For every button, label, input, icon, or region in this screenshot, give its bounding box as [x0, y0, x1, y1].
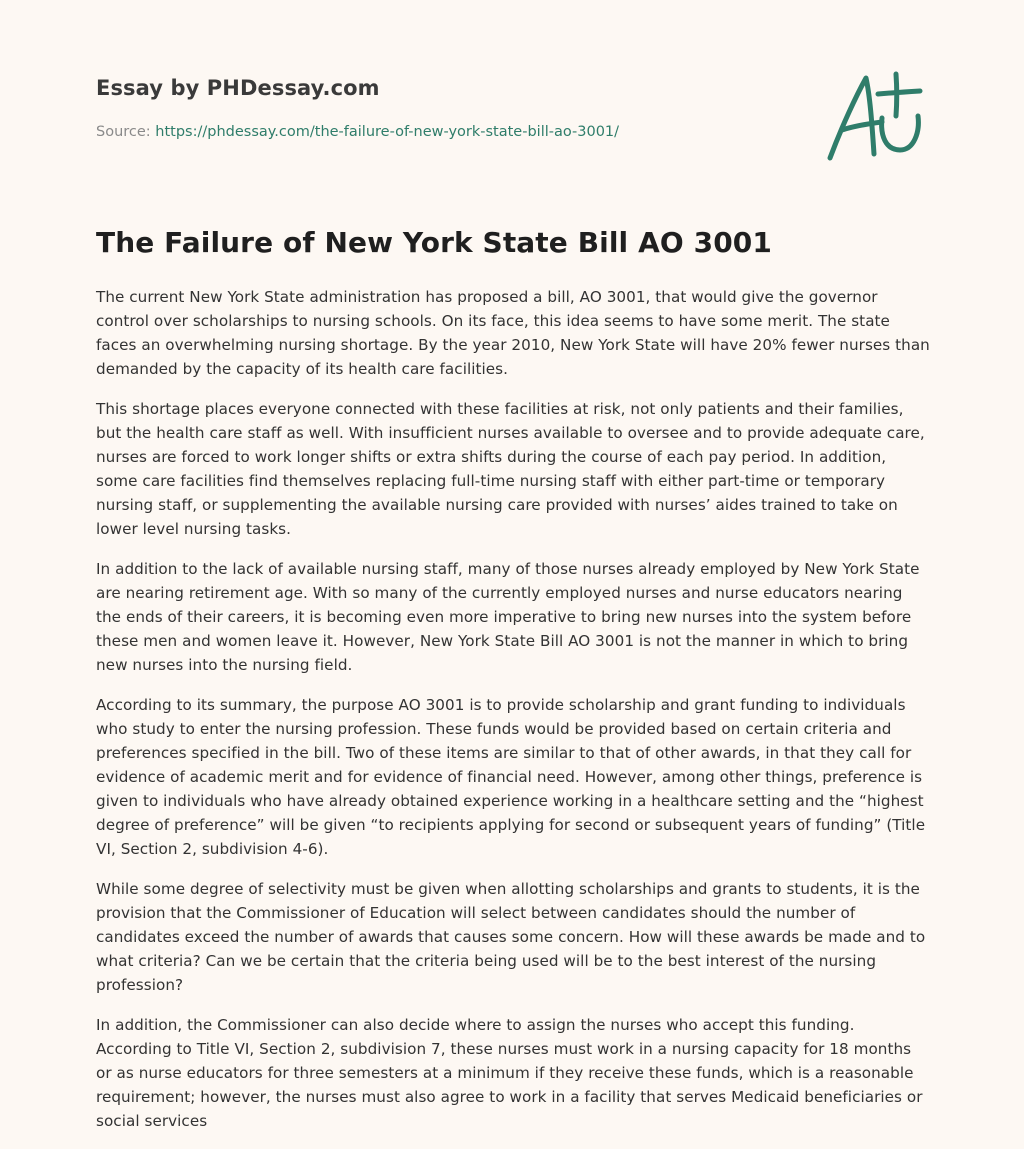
essay-body	[96, 285, 930, 1149]
paragraph: According to its summary, the purpose AO 3001 is to provide scholarship and grant funding to individuals who study to enter the nursing profession. These funds would be provided based on certain criteria and preferences specified in the bill. Two of these items are similar to that of other awards, in that they call for evidence of academic merit and for evidence of financial need. However, among other things, preference is given to individuals who have already obtained experience working in a healthcare setting and the “highest degree of preference” will be given “to recipients applying for second or subsequent years of funding” (Title VI, Section 2, subdivision 4-6).	[96, 696, 926, 858]
paragraph: The current New York State administration has proposed a bill, AO 3001, that would give the governor control over scholarships to nursing schools. On its face, this idea seems to have some merit. The state faces an overwhelming nursing shortage. By the year 2010, New York State will have 20% fewer nurses than demanded by the capacity of its health care facilities.	[96, 288, 930, 378]
paragraph: In addition to the lack of available nursing staff, many of those nurses already employed by New York State are nearing retirement age. With so many of the currently employed nurses and nurse educators nearing the ends of their careers, it is becoming even more imperative to bring new nurses into the system before these men and women leave it. However, New York State Bill AO 3001 is not the manner in which to bring new nurses into the nursing field.	[96, 560, 920, 674]
paragraph: While some degree of selectivity must be given when allotting scholarships and grants to students, it is the provision that the Commissioner of Education will select between candidates should the number of candidates exceed the number of awards that causes some concern. How will these awards be made and to what criteria? Can we be certain that the criteria being used will be to the best interest of the nursing profession?	[96, 880, 926, 994]
paragraph: In addition, the Commissioner can also decide where to assign the nurses who accept this funding. According to Title VI, Section 2, subdivision 7, these nurses must work in a nursing capacity for 18 months or as nurse educators for three semesters at a minimum if they receive these funds, which is a reasonable requirement; however, the nurses must also agree to work in a facility that serves Medicaid beneficiaries or social services	[96, 1016, 923, 1130]
a-plus-logo-icon	[820, 66, 930, 166]
source-line	[96, 124, 619, 140]
source-link[interactable]: https://phdessay.com/the-failure-of-new-york-state-bill-ao-3001/	[155, 124, 620, 140]
source-label: Source:	[96, 124, 156, 140]
essay-title: The Failure of New York State Bill AO 3001	[96, 226, 772, 259]
site-brand: Essay by PHDessay.com	[96, 76, 380, 100]
paragraph: This shortage places everyone connected with these facilities at risk, not only patients and their families, but the health care staff as well. With insufficient nurses available to oversee and to provide adequate care, nurses are forced to work longer shifts or extra shifts during the course of each pay period. In addition, some care facilities find themselves replacing full-time nursing staff with either part-time or temporary nursing staff, or supplementing the available nursing care provided with nurses’ aides trained to take on lower level nursing tasks.	[96, 400, 925, 538]
